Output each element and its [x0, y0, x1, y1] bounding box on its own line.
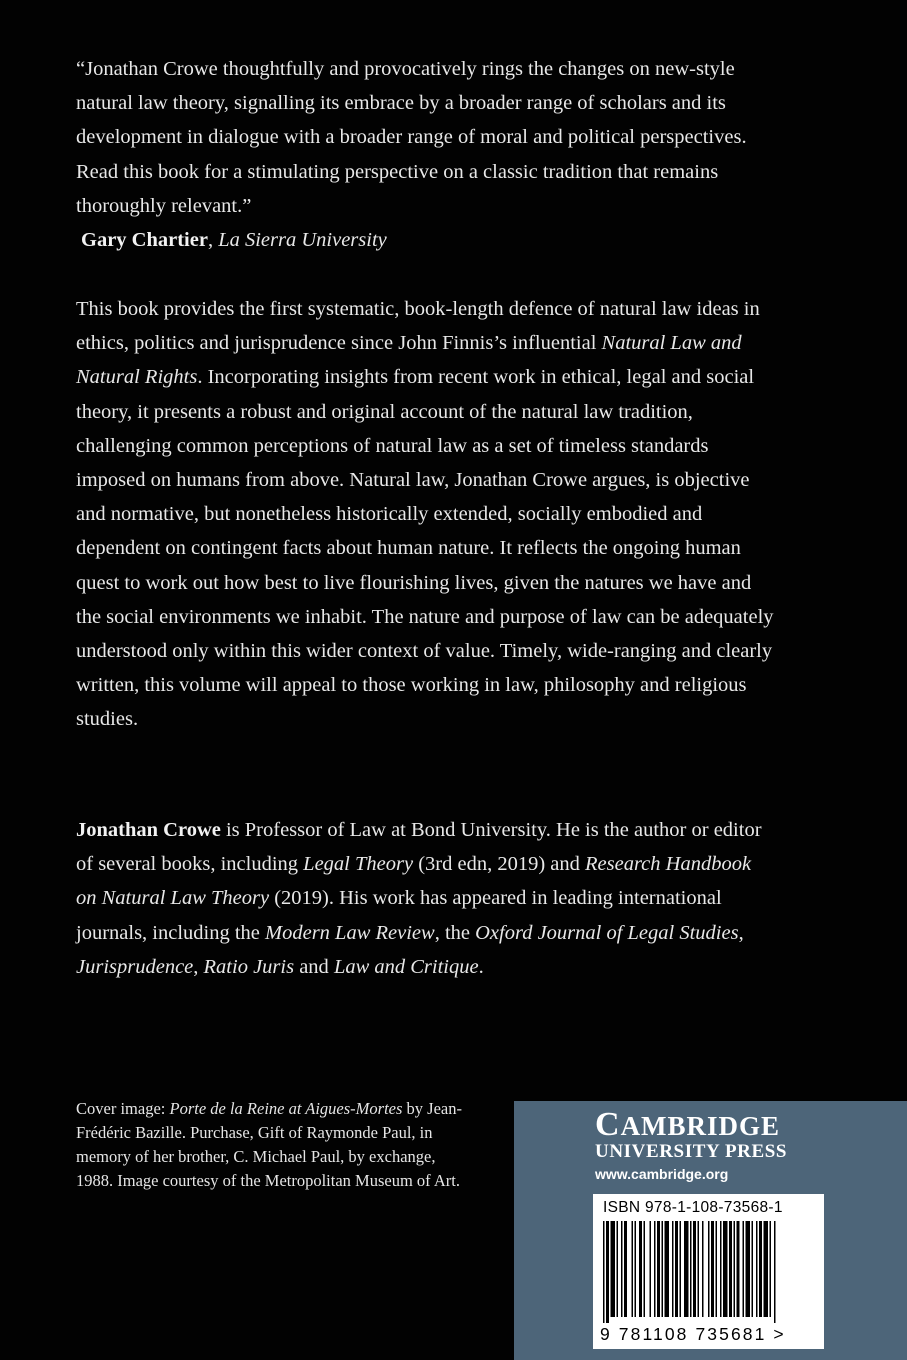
barcode-bar — [708, 1221, 710, 1317]
barcode-bar — [680, 1221, 682, 1317]
barcode-bar — [770, 1221, 772, 1317]
endorsement-quote — [76, 52, 776, 257]
barcode-bar — [756, 1221, 758, 1317]
description-text-1: This book provides the first systematic, book-length defence of natural law ideas in ethics, politics and jurisprudence since John Finnis’s influential — [76, 298, 760, 355]
barcode-bar — [746, 1221, 751, 1317]
barcode-bar — [621, 1221, 623, 1317]
bio-text: and — [294, 955, 334, 978]
barcode-bar — [684, 1221, 689, 1317]
barcode-bar — [644, 1221, 646, 1317]
publisher-subtitle: UNIVERSITY PRESS — [595, 1141, 788, 1162]
barcode-bar — [662, 1221, 664, 1317]
barcode-bar — [665, 1221, 670, 1317]
barcode-bar — [654, 1221, 656, 1317]
bio-text: (2019). His work has appeared in leading international journals, including the — [76, 887, 722, 944]
barcode-bar — [693, 1221, 696, 1317]
bio-text: is Professor of Law at Bond University. He is the author or editor of several books, including — [76, 819, 762, 876]
publisher-logo-name — [595, 1105, 780, 1145]
description-book-title: Natural Law and Natural Rights — [76, 332, 742, 389]
barcode-bar — [611, 1221, 616, 1317]
barcode-bar — [606, 1221, 609, 1323]
barcode-bar — [723, 1221, 728, 1317]
barcode-bar — [716, 1221, 718, 1317]
isbn-label: ISBN 978-1-108-73568-1 — [603, 1199, 783, 1216]
barcode-bar — [711, 1221, 714, 1317]
bio-journal-title: Oxford Journal of Legal Studies — [475, 921, 739, 944]
bio-book-title: Legal Theory — [303, 853, 414, 876]
barcode-digits: 9 781108 735681 > — [600, 1324, 786, 1344]
bio-journal-title: Jurisprudence — [76, 955, 194, 978]
bio-text: , the — [434, 921, 476, 944]
barcode-bar — [675, 1221, 678, 1317]
barcode-bar — [635, 1221, 637, 1317]
barcode-bar — [624, 1221, 627, 1317]
barcode-box — [593, 1194, 824, 1349]
publisher-panel — [514, 1101, 907, 1360]
barcode-icon — [601, 1221, 816, 1323]
bio-text: . — [478, 955, 484, 978]
author-name: Jonathan Crowe — [76, 819, 221, 841]
bio-journal-title: Ratio Juris — [203, 955, 295, 978]
cover-image-credit — [76, 1097, 476, 1193]
barcode-bar — [720, 1221, 722, 1317]
credit-lead: Cover image: — [76, 1099, 170, 1118]
barcode-bar — [702, 1221, 704, 1317]
description-text-2: . Incorporating insights from recent work in ethical, legal and social theory, it presents a robust and original account of the natural law tradition, challenging common perceptions of natural law as a set of timeless standards imposed on humans from above. Natural law, Jonathan Crowe argues, is objective and normative, but nonetheless historically extended, socially embodied and dependent on contingent facts about human nature. It reflects the ongoing human quest to work out how best to live flourishing lives, given the natures we have and the social environments we inhabit. The nature and purpose of law can be adequately understood only within this wider context of value. Timely, wide-ranging and clearly written, this volume will appeal to those working in law, philosophy and religious studies. — [76, 366, 774, 731]
author-bio — [76, 813, 776, 984]
attribution-name: Gary Chartier — [81, 229, 208, 252]
barcode-bar — [764, 1221, 769, 1317]
attribution-separator: , — [207, 229, 219, 252]
barcode-bar — [698, 1221, 700, 1317]
credit-text: by Jean-Frédéric Bazille. Purchase, Gift of Raymonde Paul, in memory of her brother, C. Michael Paul, by exchange, 1988. Image courtesy of the Metropolitan Museum of Art. — [76, 1099, 462, 1190]
bio-book-title: Research Handbook on Natural Law Theory — [76, 853, 752, 910]
bio-journal-title: Modern Law Review — [265, 921, 435, 944]
book-description — [76, 292, 776, 737]
barcode-bar — [737, 1221, 740, 1317]
barcode-bar — [752, 1221, 754, 1317]
bio-text: (3rd edn, 2019) and — [413, 853, 586, 876]
credit-artwork-title: Porte de la Reine at Aigues-Mortes — [169, 1099, 403, 1118]
attribution-affiliation: La Sierra University — [218, 229, 387, 252]
barcode-bar — [759, 1221, 762, 1317]
bio-text: , — [193, 955, 204, 978]
barcode-bar — [734, 1221, 736, 1317]
publisher-name-initial: C — [595, 1106, 621, 1143]
barcode-bar — [650, 1221, 652, 1317]
barcode-bar — [632, 1221, 634, 1317]
bio-journal-title: Law and Critique — [333, 955, 479, 978]
barcode-bar — [729, 1221, 732, 1317]
barcode-bar — [690, 1221, 692, 1317]
barcode-bar — [672, 1221, 674, 1317]
publisher-url: www.cambridge.org — [595, 1166, 729, 1182]
publisher-name-rest: AMBRIDGE — [620, 1111, 781, 1141]
quote-attribution — [76, 223, 776, 257]
barcode-bar — [774, 1221, 776, 1323]
quote-text: “Jonathan Crowe thoughtfully and provocatively rings the changes on new-style natural law theory, signalling its embrace by a broader range of scholars and its development in dialogue with a broader range of moral and political perspectives. Read this book for a stimulating perspective on a classic tradition that remains thoroughly relevant.” — [76, 58, 747, 217]
bio-text: , — [738, 921, 744, 944]
barcode-bar — [617, 1221, 619, 1317]
barcode-bar — [657, 1221, 660, 1317]
barcode-bar — [603, 1221, 605, 1323]
barcode-bar — [639, 1221, 642, 1317]
barcode-bar — [743, 1221, 745, 1317]
